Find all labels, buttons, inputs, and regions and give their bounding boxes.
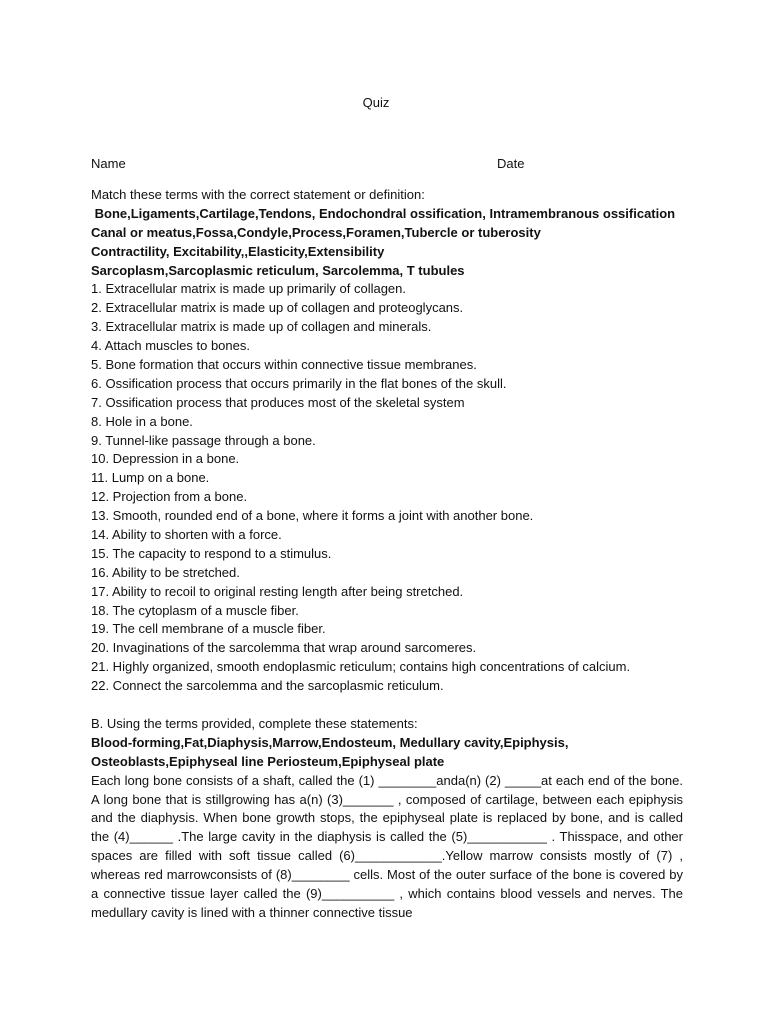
section-spacer — [91, 696, 691, 715]
quiz-item: 8. Hole in a bone. — [91, 413, 193, 429]
quiz-item: 12. Projection from a bone. — [91, 489, 248, 505]
quiz-item: 14. Ability to shorten with a force. — [91, 527, 282, 543]
terms-line: Canal or meatus,Fossa,Condyle,Process,Foramen,Tubercle or tuberosity — [91, 224, 541, 240]
section-a-items — [91, 280, 691, 696]
quiz-item: 2. Extracellular matrix is made up of collagen and proteoglycans. — [91, 300, 464, 316]
quiz-item: 10. Depression in a bone. — [91, 451, 240, 467]
terms-line: Osteoblasts,Epiphyseal line Periosteum,Epiphyseal plate — [91, 753, 445, 769]
quiz-item: 15. The capacity to respond to a stimulus. — [91, 545, 332, 561]
quiz-item: 16. Ability to be stretched. — [91, 564, 240, 580]
quiz-item: 9. Tunnel-like passage through a bone. — [91, 432, 316, 448]
fill-in-paragraph: Each long bone consists of a shaft, called the (1) ________anda(n) (2) _____at each end of the bone. A long bone that is stillgrowing has a(n) (3)_______ , composed of cartilage, between each epiphysis and the diaphysis. When bone growth stops, the epiphyseal plate is replaced by bone, and is called the (4)______ .The large cavity in the diaphysis is called the (5)___________ . Thisspace, and other spaces are filled with soft tissue called (6)____________.Yellow marrow consists mostly of (7) , whereas red marrowconsists of (8)________ cells. Most of the outer surface of the bone is covered by a connective tissue layer called the (9)__________ , which contains blood vessels and nerves. The medullary cavity is lined with a thinner connective tissue — [91, 772, 683, 920]
quiz-item: 18. The cytoplasm of a muscle fiber. — [91, 602, 299, 618]
quiz-item: 13. Smooth, rounded end of a bone, where it forms a joint with another bone. — [91, 508, 534, 524]
terms-line: Bone,Ligaments,Cartilage,Tendons, Endochondral ossification, Intramembranous ossification — [91, 205, 676, 221]
terms-line: Contractility, Excitability,,Elasticity,Extensibility — [91, 243, 385, 259]
section-a-terms — [91, 205, 691, 281]
quiz-item: 17. Ability to recoil to original resting length after being stretched. — [91, 583, 464, 599]
quiz-item: 5. Bone formation that occurs within connective tissue membranes. — [91, 357, 477, 373]
terms-line: Blood-forming,Fat,Diaphysis,Marrow,Endosteum, Medullary cavity,Epiphysis, — [91, 734, 569, 750]
quiz-item: 19. The cell membrane of a muscle fiber. — [91, 621, 326, 637]
quiz-item: 7. Ossification process that produces most of the skeletal system — [91, 394, 465, 410]
quiz-item: 6. Ossification process that occurs primarily in the flat bones of the skull. — [91, 375, 507, 391]
section-b-terms — [91, 734, 691, 772]
quiz-item: 21. Highly organized, smooth endoplasmic reticulum; contains high concentrations of calcium. — [91, 659, 631, 675]
section-b-instruction: B. Using the terms provided, complete these statements: — [91, 715, 418, 731]
quiz-body — [91, 186, 691, 923]
terms-line: Sarcoplasm,Sarcoplasmic reticulum, Sarcolemma, T tubules — [91, 262, 465, 278]
quiz-item: 3. Extracellular matrix is made up of collagen and minerals. — [91, 319, 432, 335]
date-label: Date — [497, 156, 525, 171]
quiz-item: 4. Attach muscles to bones. — [91, 338, 250, 354]
page-title: Quiz — [362, 95, 390, 110]
quiz-item: 20. Invaginations of the sarcolemma that wrap around sarcomeres. — [91, 640, 477, 656]
quiz-item: 1. Extracellular matrix is made up primarily of collagen. — [91, 281, 407, 297]
name-label: Name — [91, 156, 126, 171]
quiz-item: 11. Lump on a bone. — [91, 470, 210, 486]
section-a-instruction: Match these terms with the correct statement or definition: — [91, 187, 425, 202]
quiz-item: 22. Connect the sarcolemma and the sarcoplasmic reticulum. — [91, 678, 444, 694]
